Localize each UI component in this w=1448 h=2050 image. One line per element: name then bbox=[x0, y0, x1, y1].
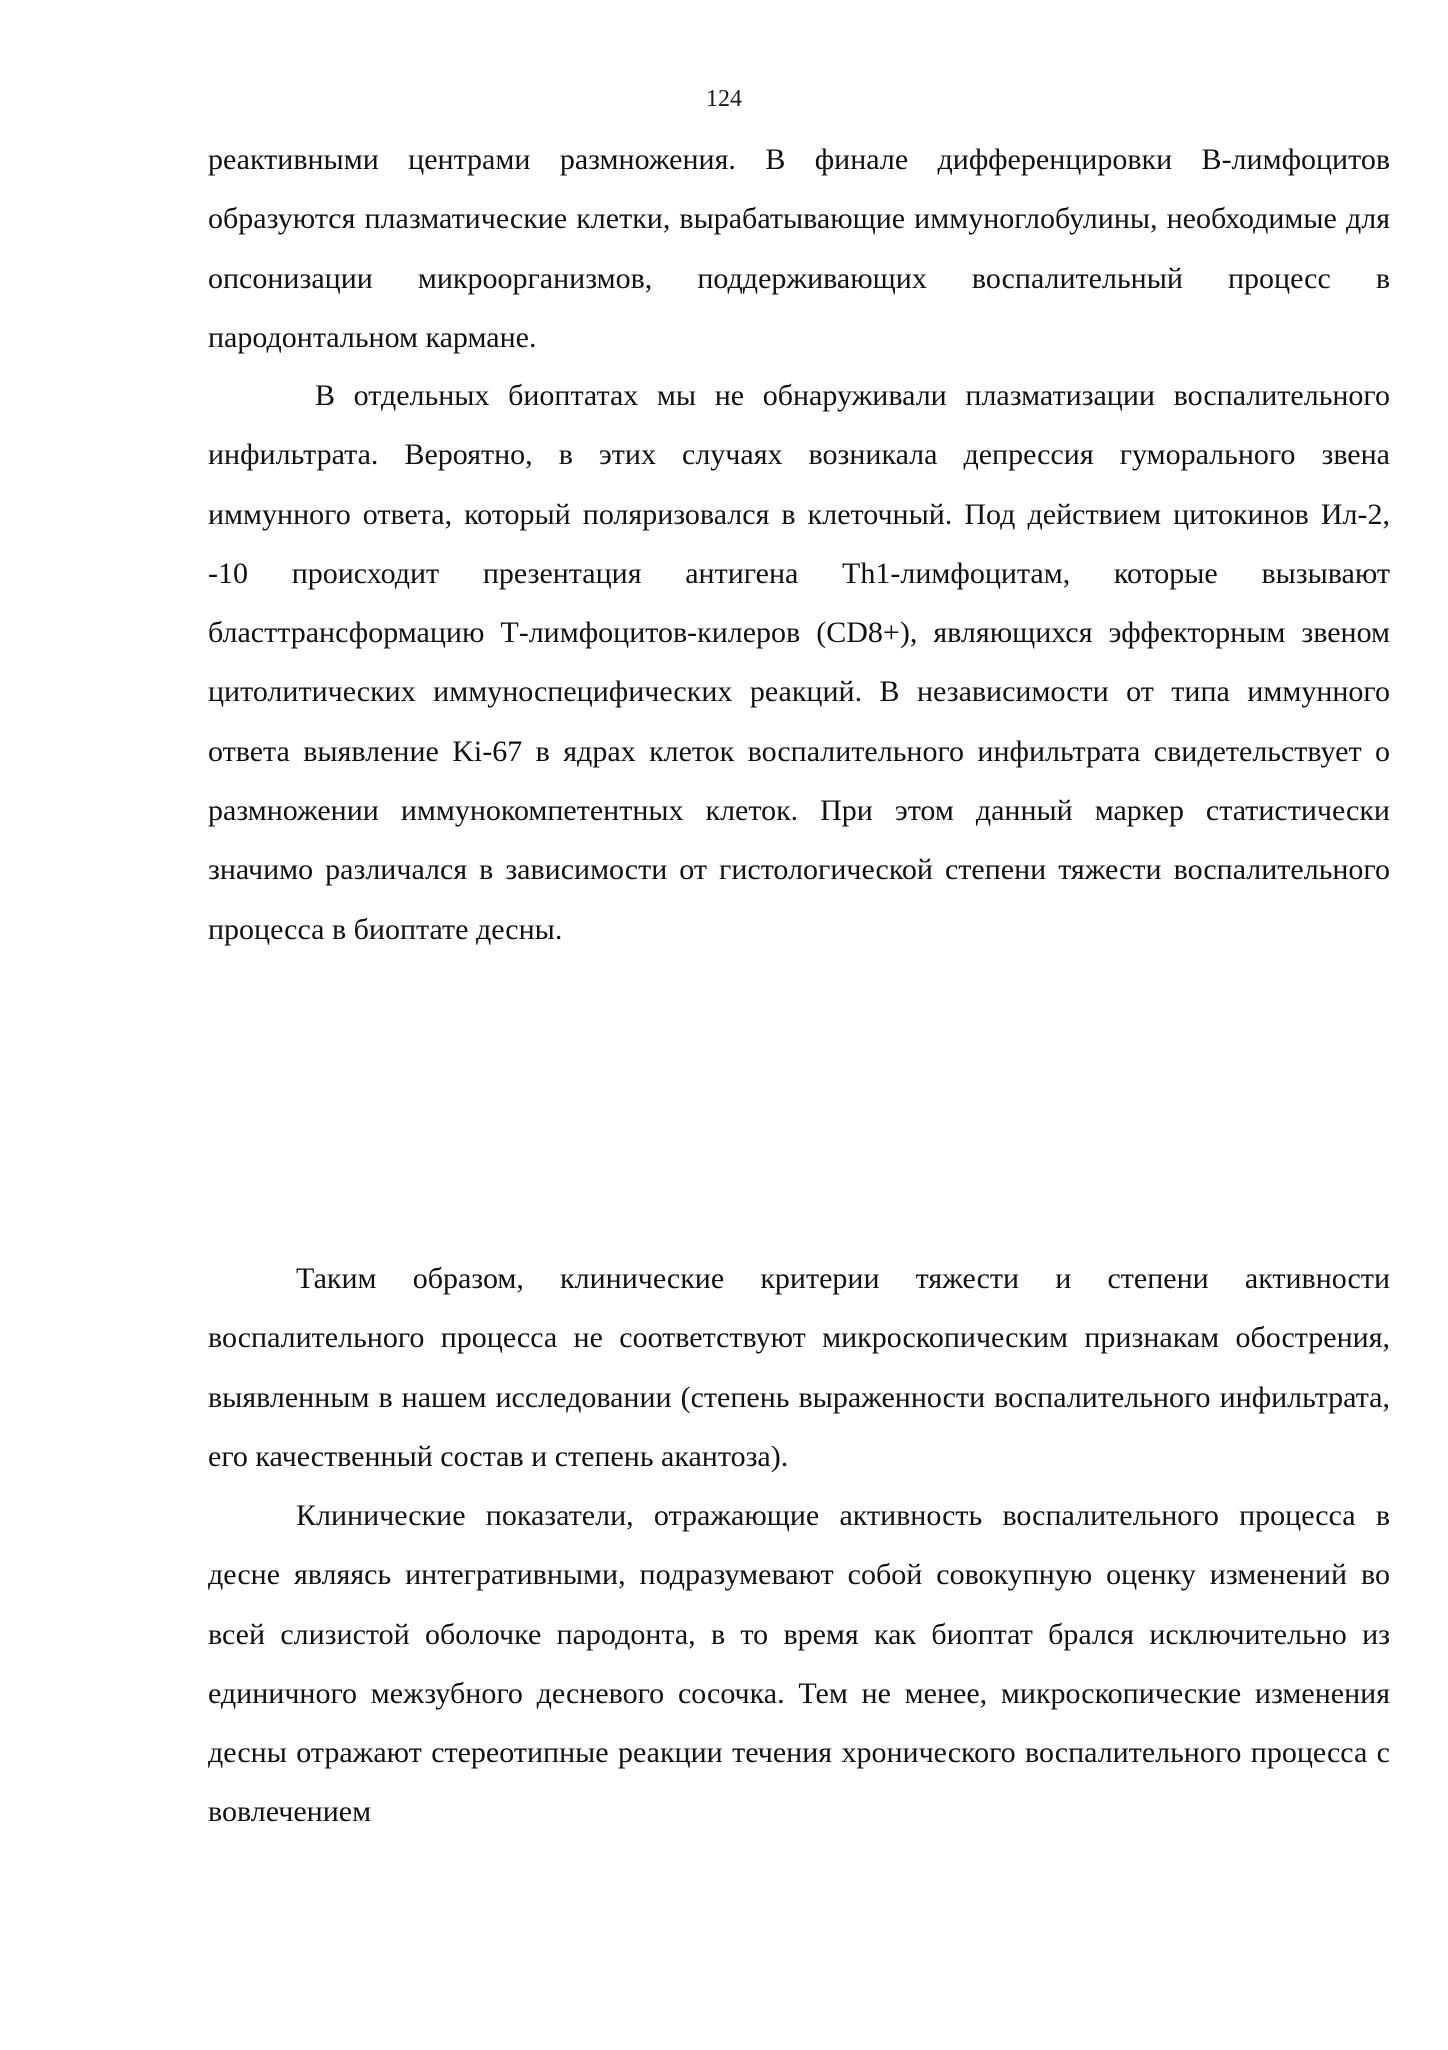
paragraph-3: Таким образом, клинические критерии тяжести и степени активности воспалительного процесса не соответствуют микроскопическим признакам обострения, выявленным в нашем исследовании (степень выраженности воспалительного инфильтрата, его качественный состав и степень акантоза). bbox=[208, 1262, 1390, 1473]
paragraph-2: В отдельных биоптатах мы не обнаруживали плазматизации воспалительного инфильтрата. Вероятно, в этих случаях возникала депрессия гуморального звена иммунного ответа, который поляризовался в клеточный. Под действием цитокинов Ил-2, -10 происходит презентация антигена Th1-лимфоцитам, которые вызывают бласттрансформацию Т-лимфоцитов-килеров (CD8+), являющихся эффекторным звеном цитолитических иммуноспецифических реакций. В независимости от типа иммунного ответа выявление Ki-67 в ядрах клеток воспалительного инфильтрата свидетельствует о размножении иммунокомпетентных клеток. При этом данный маркер статистически значимо различался в зависимости от гистологической степени тяжести воспалительного процесса в биоптате десны. bbox=[208, 379, 1390, 946]
paragraph-1: реактивными центрами размножения. В финале дифференцировки В-лимфоцитов образуются плазматические клетки, вырабатывающие иммуноглобулины, необходимые для опсонизации микроорганизмов, поддерживающих воспалительный процесс в пародонтальном кармане. bbox=[208, 143, 1390, 354]
paragraph-4: Клинические показатели, отражающие активность воспалительного процесса в десне являясь интегративными, подразумевают собой совокупную оценку изменений во всей слизистой оболочке пародонта, в то время как биоптат брался исключительно из единичного межзубного десневого сосочка. Тем не менее, микроскопические изменения десны отражают стереотипные реакции течения хронического воспалительного процесса с вовлечением bbox=[208, 1499, 1390, 1829]
page-number: 124 bbox=[706, 86, 742, 112]
